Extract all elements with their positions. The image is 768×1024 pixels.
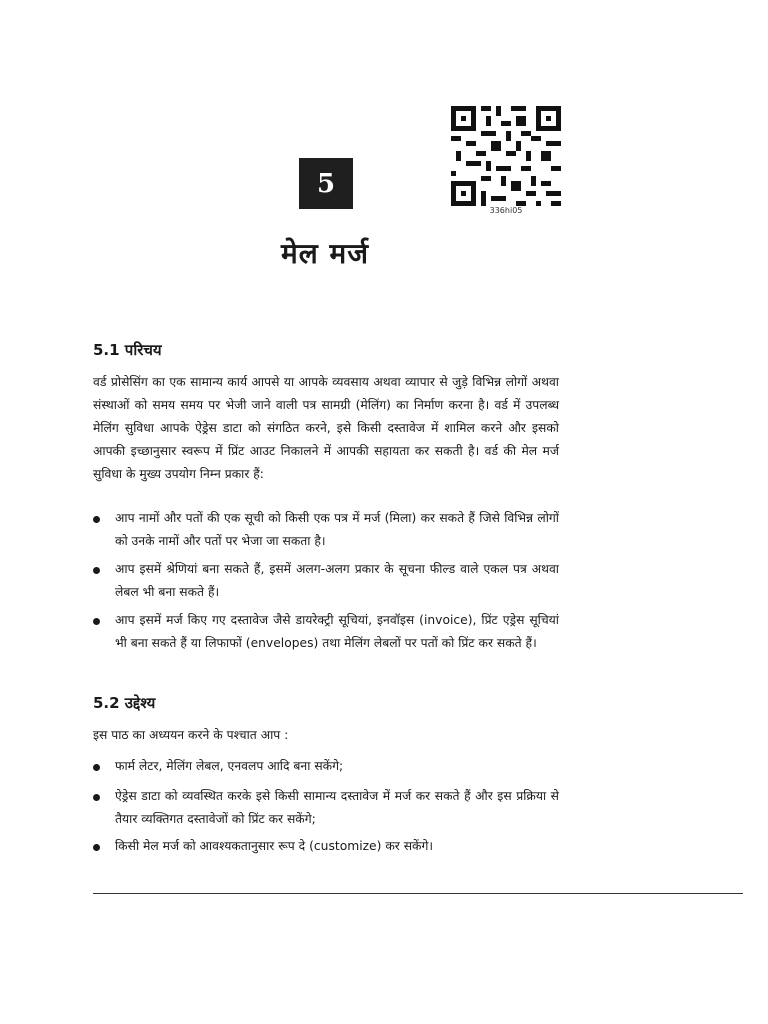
bullet-icon [93,794,100,801]
bullet-icon [93,567,100,574]
bullet-icon [93,516,100,523]
qr-code-caption: 336hi05 [489,206,523,215]
bullet-icon [93,618,100,625]
objectives-intro: इस पाठ का अध्ययन करने के पश्चात आप : [93,728,289,742]
qr-code-icon [451,106,561,206]
introduction-paragraph: वर्ड प्रोसेसिंग का एक सामान्य कार्य आपसे या आपके व्यवसाय अथवा व्यापार से जुड़े विभिन्न लोगों अथवा संस्थाओं को समय समय पर भेजी जाने वाली पत्र सामग्री (मेलिंग) का निर्माण करना है। वर्ड में उपलब्ध मेलिंग सुविधा आपके ऐड्रेस डाटा को संगठित करने, इसे किसी दस्तावेज में शामिल करने और इसको आपकी इच्छानुसार स्वरूप में प्रिंट आउट निकालने में आपकी सहायता कर सकती है। वर्ड की मेल मर्ज सुविधा के मुख्य उपयोग निम्न प्रकार हैं: [93,375,559,481]
footer-divider [93,893,743,894]
list-item-text: आप इसमें मर्ज किए गए दस्तावेज जैसे डायरेक्ट्री सूचियां, इनवॉइस (invoice), प्रिंट एड्रेस सूचियां भी बना सकते हैं या लिफाफों (envelopes) तथा मेलिंग लेबलों पर पतों को प्रिंट कर सकते हैं। [115,613,559,650]
chapter-title: मेल मर्ज [281,237,369,270]
section-heading-objectives: 5.2 उद्देश्य [93,694,156,712]
list-item-text: आप नामों और पतों की एक सूची को किसी एक पत्र में मर्ज (मिला) कर सकते हैं जिसे विभिन्न लोगों को उनके नामों और पतों पर भेजा जा सकता है। [115,511,559,548]
bullet-icon [93,844,100,851]
section-heading-introduction: 5.1 परिचय [93,341,162,359]
chapter-number: 5 [316,168,336,199]
list-item-text: ऐड्रेस डाटा को व्यवस्थित करके इसे किसी सामान्य दस्तावेज में मर्ज कर सकते हैं और इस प्रक्रिया से तैयार व्यक्तिगत दस्तावेजों को प्रिंट कर सकेंगे; [115,789,559,826]
bullet-icon [93,764,100,771]
list-item-text: फार्म लेटर, मेलिंग लेबल, एनवलप आदि बना सकेंगे; [115,759,344,773]
list-item-text: किसी मेल मर्ज को आवश्यकतानुसार रूप दे (customize) कर सकेंगे। [115,839,434,853]
list-item-text: आप इसमें श्रेणियां बना सकते हैं, इसमें अलग-अलग प्रकार के सूचना फील्ड वाले एकल पत्र अथवा लेबल भी बना सकते हैं। [115,562,559,599]
chapter-number-badge [299,158,353,209]
